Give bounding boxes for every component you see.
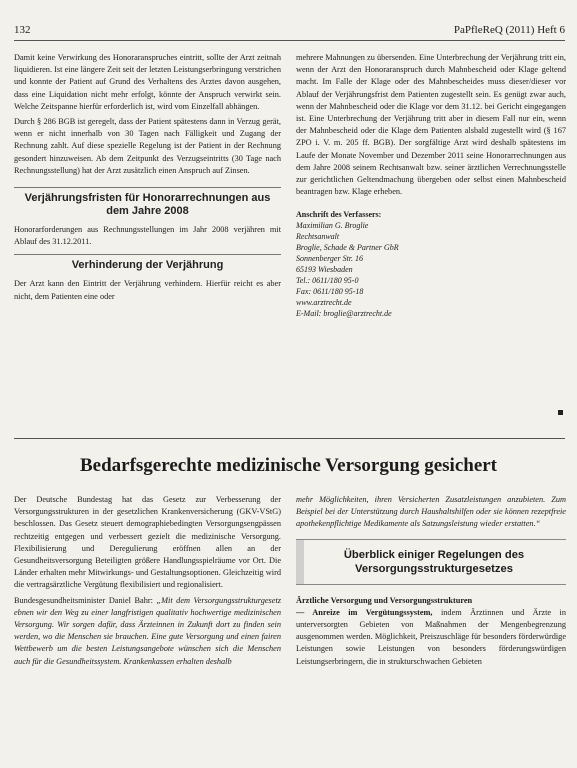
section-heading: Verjährungsfristen für Honorarrechnungen aus dem Jahre 2008: [14, 187, 281, 218]
author-line: Broglie, Schade & Partner GbR: [296, 243, 399, 253]
section-heading: Verhinderung der Verjährung: [14, 254, 281, 272]
article-title: Bedarfsgerechte medizinische Versorgung gesichert: [79, 455, 498, 476]
end-of-article-mark: [558, 410, 563, 415]
author-line: 65193 Wiesbaden: [296, 264, 353, 274]
page-number: 132: [14, 24, 31, 36]
paragraph: Honorarforderungen aus Rechnungsstellungen im Jahr 2008 verjähren mit Ablauf des 31.12.2011.: [14, 225, 281, 247]
paragraph: Der Arzt kann den Eintritt der Verjährung verhindern. Hierfür reicht es aber nicht, dem Patienten eine oder: [14, 279, 281, 301]
overview-box: [296, 539, 566, 585]
quote-intro: Bundesgesundheitsminister Daniel Bahr:: [14, 595, 153, 605]
author-line: Maximilian G. Broglie: [296, 221, 369, 231]
author-line: Tel.: 0611/180 95-0: [296, 275, 359, 285]
author-address-title: Anschrift des Verfassers:: [296, 210, 382, 220]
author-line: Rechtsanwalt: [296, 232, 340, 242]
author-line: Sonnenberger Str. 16: [296, 254, 364, 264]
paragraph: Der Deutsche Bundestag hat das Gesetz zur Verbesserung der Versorgungsstrukturen in der gesetzlichen Krankenversicherung (GKV-VStG) beschlossen. Das Gesetz steuert demographiebedingten Versorgungsengpässen rechtzeitig entgegen und verbessert gezielt die medizinische Versorgung. Flexibilisierung und Deregulierung eröffnen allen an der Gesundheitsversorgung Beteiligten größere Handlungsspielräume vor Ort. Die Länder erhalten mehr Mitwirkungs- und Gestaltungsoptionen. Gleichzeitig wird die vertragsärztliche Vergütung flexibilisiert und regionalisiert.: [14, 495, 281, 590]
paragraph: Durch § 286 BGB ist geregelt, dass der Patient spätestens dann in Verzug gerät, wenn er nicht innerhalb von 30 Tagen nach Fälligkeit und Zugang der Rechnung zahlt. Auf diese spezielle Regelung ist der Patient in der Rechnung gesondert hinzuweisen. Ab dem Zeitpunkt des Verzugseintritts (30 Tage nach Rechnungsstellung) hat der Arzt zusätzlich einen Anspruch auf Zinsen.: [14, 117, 281, 175]
minister-quote: „Mit dem Versorgungsstrukturgesetz ebnen wir den Weg zu einer langfristigen qualitativ hochwertige medizinischen Versorgung. Wir sorgen dafür, dass Ärzteinnen in Zukunft dort zu finden sein werden, wo die Menschen sie brauchen. Eine gute Versorgung und einen fairen Wettbewerb um die besten Leistungsangebote wünschen sich die Menschen auch für die Gesundheitssystem. Krankenkassen erhalten deshalb: [14, 595, 281, 666]
bullet-paragraph: [296, 607, 566, 668]
paragraph: [14, 595, 281, 668]
lower-left-column: [14, 494, 281, 671]
quote-continuation: mehr Möglichkeiten, ihren Versicherten Zusatzleistungen anzubieten. Zum Beispiel bei der Unterstützung durch Haushaltshilfen oder sie können rezeptfreie apothekenpflichtige Medikamente als Satzungsleistung wieder erstatten.“: [296, 495, 566, 529]
page-header: [14, 22, 565, 41]
author-address: [296, 210, 566, 319]
lower-right-column: [296, 494, 566, 671]
paragraph: mehrere Mahnungen zu übersenden. Eine Unterbrechung der Verjährung tritt ein, wenn der Arzt den Honoraranspruch durch Mahnbescheid oder Klage geltend macht. Im Falle der Klage oder des Mahnbescheides muss dieser/dieser vor Ablauf der Verjährungsfrist dem Patienten zugestellt sein. Es genügt zwar auch, wenn der Mahnbescheid oder die Klage vor dem 31.12. bei Gericht eingegangen ist. Eine Unterbrechung der Verjährung tritt aber in diesem Fall nur ein, wenn der Mahnbescheid oder die Klage dem Patienten alsbald zugestellt wird (§ 167 ZPO i. V. m. 205 ff. BGB). Der sorgfältige Arzt wird deshalb spätestens im Laufe der Monate November und Dezember 2011 seine Honorarrechnungen aus dem Jahre 2008 seinem Rechtsanwalt bzw. seiner ärztlichen Verrechnungsstelle zur gerichtlichen Geltendmachung übergeben oder selbst einen Mahnbescheid beantragen bzw. Klage erheben.: [296, 53, 566, 197]
sub-heading: Ärztliche Versorgung und Versorgungsstrukturen: [296, 595, 473, 605]
upper-left-column: [14, 52, 281, 306]
overview-box-title: Überblick einiger Regelungen des Versorgungsstrukturgesetzes: [343, 548, 525, 575]
article-divider: [14, 438, 565, 439]
author-line: E-Mail: broglie@arztrecht.de: [296, 308, 392, 318]
author-line: Fax: 0611/180 95-18: [296, 286, 364, 296]
bullet-lead: — Anreize im Vergütungssystem,: [296, 607, 433, 617]
paragraph: Damit keine Verwirkung des Honoraranspruches eintritt, sollte der Arzt zeitnah liquidieren. Ist eine längere Zeit seit der letzten Leistungserbringung verstrichen und konnte der Patient auf Grund des Verhaltens des Arztes davon ausgehen, dass eine Liquidation nicht mehr erfolgt, könnte der Anspruch verwirkt sein. Welche Zeitspanne hierfür erforderlich ist, wird vom Einzelfall abhängen.: [14, 53, 281, 111]
box-accent-bar: [296, 540, 304, 584]
upper-right-column: [296, 52, 566, 320]
journal-title: PaPfleReQ (2011) Heft 6: [453, 24, 565, 36]
author-line: www.arztrecht.de: [296, 297, 352, 307]
bullet-text: indem Ärztinnen und Ärzte in unterversorgten Gebieten von Maßnahmen der Mengenbegrenzung ausgenommen werden. Möglichkeit, Preiszuschläge für besonders förderwürdige Leistungen sowie Leistungen von besonders förderungswürdigen Leistungserbringern, die in strukturschwachen Gebieten: [296, 607, 566, 666]
